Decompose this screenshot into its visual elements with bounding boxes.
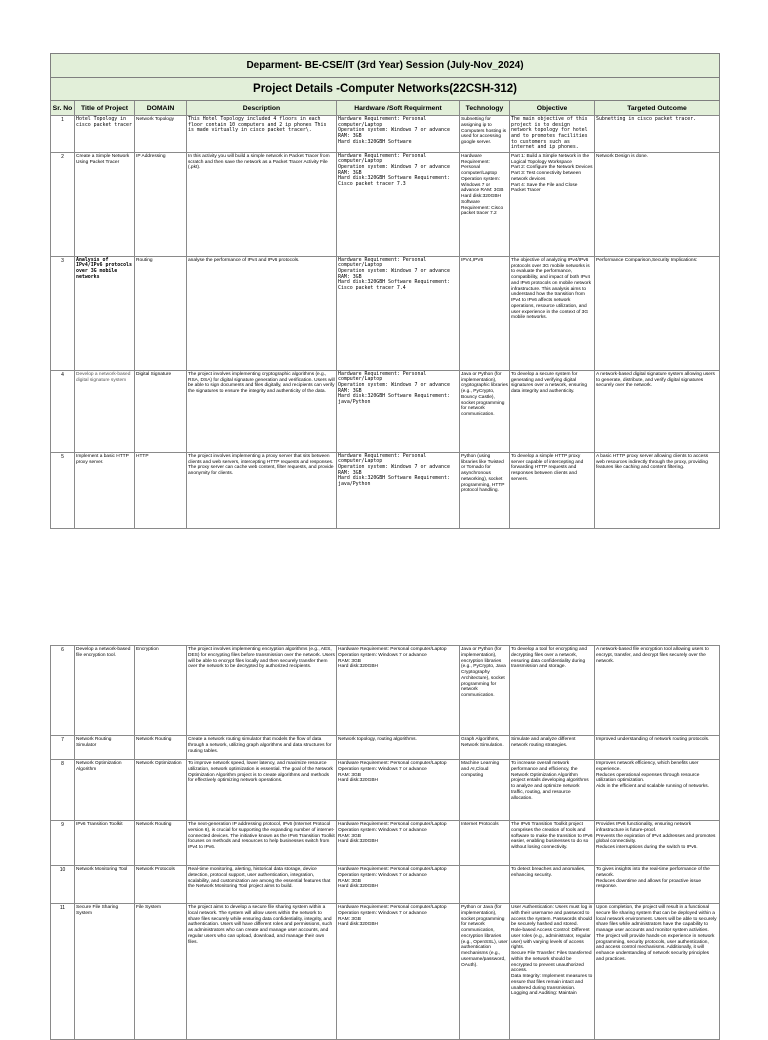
table-row	[51, 646, 720, 736]
cell-domain: Network Protocols	[135, 866, 187, 904]
cell-domain: Network Optimization	[135, 760, 187, 821]
cell-description: The project involves implementing cryptographic algorithms (e.g., RSA, DSA) for digital signature generation and verification. Users will be able to sign documents and files digitally, and recipients can verify the signatures to ensure the integrity and authenticity of the data.	[187, 370, 337, 452]
table-row	[51, 452, 720, 528]
cell-hardware: Hardware Requirement: Personal computer/Laptop Operation system: Windows 7 or advance RAM: 3GB Hard disk:320GBH Software Requirement: Cisco packet tracer 7.3	[337, 152, 460, 256]
cell-objective: Simulate and analyze different network routing strategies.	[510, 736, 595, 760]
cell-outcome: Improves network efficiency, which benefits user experience. Reduces operational expenses through resource utilization optimization. Aids in the efficient and scalable running of networks.	[595, 760, 720, 821]
cell-title: Create a Simple Network Using Packet Tracer	[75, 152, 135, 256]
cell-sr: 8	[51, 760, 75, 821]
cell-description: The project aims to develop a secure file sharing system within a local network. The system will allow users within the network to share files securely while ensuring data confidentiality, integrity, and authentication. Users will have different roles and permissions, such as administrators who can create and manage user accounts, and regular users who can upload, download, and manage their own files.	[187, 904, 337, 1040]
cell-description: Create a network routing simulator that models the flow of data through a network, utilizing graph algorithms and data structures for routing tables.	[187, 736, 337, 760]
cell-technology: Subnetting for assigning ip to Computers hosting is used for accessing google server.	[460, 116, 510, 153]
cell-hardware: Hardware Requirement: Personal computer/Laptop Operation system: Windows 7 or advance RAM: 3GB Hard disk:320GBH	[337, 760, 460, 821]
cell-hardware: Hardware Requirement: Personal computer/Laptop Operation system: Windows 7 or advance RAM: 3GB Hard disk:320GBH Software Requirement: java/Python	[337, 370, 460, 452]
table-row	[51, 116, 720, 153]
table-header-row	[51, 101, 720, 116]
cell-technology: Java or Python (for implementation), cryptographic libraries (e.g., PyCrypto, Bouncy Castle), socket programming for network communication.	[460, 370, 510, 452]
cell-technology: Python (using libraries like Twisted or Tornado for asynchronous networking), socket programming, HTTP protocol handling.	[460, 452, 510, 528]
cell-outcome: Upon completion, the project will result in a functional secure file sharing system that can be deployed within a local network environment. Users will be able to securely share files while administrators have the capability to manage user accounts and monitor system activities. The project will provide hands-on experience in network programming, security protocols, user authentication, and access control mechanisms. Additionally, it will enhance understanding of network security principles and practices.	[595, 904, 720, 1040]
table-row	[51, 760, 720, 821]
header-outcome: Targeted Outcome	[595, 101, 720, 116]
cell-outcome: Provides IPv6 functionality, ensuring network infrastructure is future-proof. Prevents the expiration of IPv4 addresses and promotes global connectivity. Reduces interruptions during the switch to IPv6.	[595, 821, 720, 866]
cell-description: analyse the performance of IPv4 and IPv6 protocols.	[187, 256, 337, 370]
cell-domain: Encryption	[135, 646, 187, 736]
cell-description: The project involves implementing encryption algorithms (e.g., AES, DES) for encrypting files before transmission over the network. Users will be able to encrypt files locally and then securely transfer them over the network to be decrypted by authorized recipients.	[187, 646, 337, 736]
table-row	[51, 152, 720, 256]
cell-technology	[460, 866, 510, 904]
cell-sr: 9	[51, 821, 75, 866]
cell-sr: 7	[51, 736, 75, 760]
cell-domain: HTTP	[135, 452, 187, 528]
cell-description: The next-generation IP addressing protocol, IPv6 (Internet Protocol version 6), is crucial for supporting the expanding number of internet-connected devices. The initiative known as the IPv6 Transition Toolkit focuses on methods and resources to help businesses switch from IPv4 to IPv6.	[187, 821, 337, 866]
cell-sr: 3	[51, 256, 75, 370]
cell-technology: Java or Python (for implementation), encryption libraries (e.g., PyCrypto, Java Cryptography Architecture), socket programming for network communication.	[460, 646, 510, 736]
cell-technology: Graph Algorithms, Network Simulation.	[460, 736, 510, 760]
cell-description: The project involves implementing a proxy server that sits between clients and web servers, intercepting HTTP requests and responses. The proxy server can cache web content, filter requests, and provide anonymity for clients.	[187, 452, 337, 528]
header-technology: Technology	[460, 101, 510, 116]
cell-outcome: To gives insights into the real-time performance of the network. Reduces downtime and allows for proactive issue response.	[595, 866, 720, 904]
table-row	[51, 736, 720, 760]
header-sr-no: Sr. No	[51, 101, 75, 116]
cell-description: Real-time monitoring, alerting, historical data storage, device detection, protocol support, user authentication, integration, scalability, and customization are among the essential features that the Network Monitoring Tool project aims to build.	[187, 866, 337, 904]
cell-hardware: Network topology, routing algorithms.	[337, 736, 460, 760]
cell-description: In this activity you will build a simple network in Packet Tracer from scratch and then save the network as a Packet Tracer Activity File (.pkt).	[187, 152, 337, 256]
cell-domain: File System	[135, 904, 187, 1040]
cell-title: Develop a network-based digital signature system	[75, 370, 135, 452]
cell-domain: Network Topology	[135, 116, 187, 153]
cell-hardware: Hardware Requirement: Personal computer/Laptop Operation system: Windows 7 or advance RAM: 3GB Hard disk:320GBH	[337, 904, 460, 1040]
cell-domain: Network Routing	[135, 821, 187, 866]
cell-objective: User Authentication: Users must log in with their username and password to access the system. Passwords should be securely hashed and stored. Role-based Access Control: Different user roles (e.g., administrator, regular user) with varying levels of access rights. Secure File Transfer: Files transferred within the network should be encrypted to prevent unauthorized access. Data Integrity: Implement measures to ensure that files remain intact and unaltered during transmission. Logging and Auditing: Maintain	[510, 904, 595, 1040]
cell-sr: 2	[51, 152, 75, 256]
cell-objective: To increase overall network performance and efficiency, the Network Optimization Algorithm project entails developing algorithms to analyze and optimize network traffic, routing, and resource allocation.	[510, 760, 595, 821]
header-title: Title of Project	[75, 101, 135, 116]
cell-title: Network Monitoring Tool	[75, 866, 135, 904]
table-row	[51, 821, 720, 866]
project-table-page-1	[50, 53, 720, 529]
cell-domain: IP Addressing	[135, 152, 187, 256]
cell-technology: Internet Protocols	[460, 821, 510, 866]
cell-title: Secure File Sharing System	[75, 904, 135, 1040]
cell-hardware: Hardware Requirement: Personal computer/Laptop Operation system: Windows 7 or advance RAM: 3GB Hard disk:320GBH Software	[337, 116, 460, 153]
cell-title: Network Optimization Algorithm	[75, 760, 135, 821]
cell-description: To improve network speed, lower latency, and maximize resource utilization, network optimization is essential. The goal of the Network Optimization Algorithm project is to create algorithms and methods for effectively optimizing network operations.	[187, 760, 337, 821]
cell-domain: Digital Signature	[135, 370, 187, 452]
cell-objective: To detect breaches and anomalies, enhancing security.	[510, 866, 595, 904]
cell-hardware: Hardware Requirement: Personal computer/Laptop Operation system: Windows 7 or advance RAM: 3GB Hard disk:320GBH	[337, 646, 460, 736]
cell-outcome: Improved understanding of network routing protocols.	[595, 736, 720, 760]
table-row	[51, 370, 720, 452]
cell-objective: The IPv6 Transition Toolkit project comprises the creation of tools and software to make the transition to IPv6 easier, enabling businesses to do so without losing connectivity.	[510, 821, 595, 866]
cell-title: Analysis of IPv4/IPv6 protocols over 3G mobile networks	[75, 256, 135, 370]
cell-title: Implement a basic HTTP proxy server.	[75, 452, 135, 528]
table-row	[51, 904, 720, 1040]
cell-sr: 6	[51, 646, 75, 736]
project-title: Project Details -Computer Networks(22CSH-312)	[51, 78, 720, 101]
cell-sr: 4	[51, 370, 75, 452]
cell-sr: 5	[51, 452, 75, 528]
cell-hardware: Hardware Requirement: Personal computer/Laptop Operation system: Windows 7 or advance RAM: 3GB Hard disk:320GBH Software Requirement: java/Python	[337, 452, 460, 528]
cell-outcome: A basic HTTP proxy server allowing clients to access web resources indirectly through the proxy, providing features like caching and content filtering.	[595, 452, 720, 528]
header-objective: Objective	[510, 101, 595, 116]
cell-outcome: A network-based file encryption tool allowing users to encrypt, transfer, and decrypt files securely over the network.	[595, 646, 720, 736]
cell-title: Network Routing Simulator	[75, 736, 135, 760]
table-row	[51, 256, 720, 370]
cell-title: Develop a network-based file encryption tool.	[75, 646, 135, 736]
cell-outcome: A network-based digital signature system allowing users to generate, distribute, and verify digital signatures securely over the network.	[595, 370, 720, 452]
header-domain: DOMAIN	[135, 101, 187, 116]
department-title: Deparment- BE-CSE/IT (3rd Year) Session (July-Nov_2024)	[51, 54, 720, 78]
table-row	[51, 866, 720, 904]
cell-domain: Network Routing	[135, 736, 187, 760]
cell-domain: Routing	[135, 256, 187, 370]
cell-technology: IPV4,IPV6	[460, 256, 510, 370]
cell-technology: Hardware Requirement: Personal computer/Laptop Operation system: Windows 7 or advance RAM: 3GB Hard disk:320GBH Software Requirement: Cisco packet tracer 7.2	[460, 152, 510, 256]
cell-title: Hotel Topology in cisco packet tracer	[75, 116, 135, 153]
cell-sr: 1	[51, 116, 75, 153]
cell-objective: The objective of analyzing IPv4/IPv6 protocols over 3G mobile networks is to evaluate the performance, compatibility, and impact of both IPv4 and IPv6 protocols on mobile network infrastructure. This analysis aims to understand how the transition from IPv4 to IPv6 affects network operations, resource utilization, and user experience in the context of 3G mobile networks.	[510, 256, 595, 370]
cell-sr: 10	[51, 866, 75, 904]
header-hardware: Hardware /Soft Requirment	[337, 101, 460, 116]
cell-outcome: Subnetting in cisco packet tracer.	[595, 116, 720, 153]
cell-objective: To develop a tool for encrypting and decrypting files over a network, ensuring data confidentiality during transmission and storage.	[510, 646, 595, 736]
cell-objective: Part 1: Build a Simple Network in the Logical Topology Workspace Part 2: Configure the Network Devices Part 3: Test connectivity between network devices Part 4: Save the File and Close Packet Tracer	[510, 152, 595, 256]
header-description: Description	[187, 101, 337, 116]
cell-objective: The main objective of this project is to design network topology for hotel and to promotes facilities to customers such as internet and ip phones.	[510, 116, 595, 153]
project-table-page-2	[50, 645, 720, 1040]
cell-outcome: Performance Comparison,Security Implications:	[595, 256, 720, 370]
cell-hardware: Hardware Requirement: Personal computer/Laptop Operation system: Windows 7 or advance RAM: 3GB Hard disk:320GBH Software Requirement: Cisco packet tracer 7.4	[337, 256, 460, 370]
cell-description: This Hotel Topology included 4 floors in each floor contain 10 computers and 2 ip phones This is made virtually in cisco packet tracer\.	[187, 116, 337, 153]
cell-hardware: Hardware Requirement: Personal computer/Laptop Operation system: Windows 7 or advance RAM: 3GB Hard disk:320GBH	[337, 866, 460, 904]
cell-title: IPv6 Transition Toolkit	[75, 821, 135, 866]
cell-objective: To develop a simple HTTP proxy server capable of intercepting and forwarding HTTP requests and responses between clients and servers.	[510, 452, 595, 528]
cell-hardware: Hardware Requirement: Personal computer/Laptop Operation system: Windows 7 or advance RAM: 3GB Hard disk:320GBH	[337, 821, 460, 866]
cell-outcome: Network Design is done.	[595, 152, 720, 256]
cell-sr: 11	[51, 904, 75, 1040]
cell-technology: Python or Java (for implementation), socket programming for network communication, encryption libraries (e.g., OpenSSL), user authentication mechanisms (e.g., username/password, OAuth).	[460, 904, 510, 1040]
cell-technology: Machine Learning and AI,Cloud computing	[460, 760, 510, 821]
cell-objective: To develop a secure system for generating and verifying digital signatures over a network, ensuring data integrity and authenticity.	[510, 370, 595, 452]
